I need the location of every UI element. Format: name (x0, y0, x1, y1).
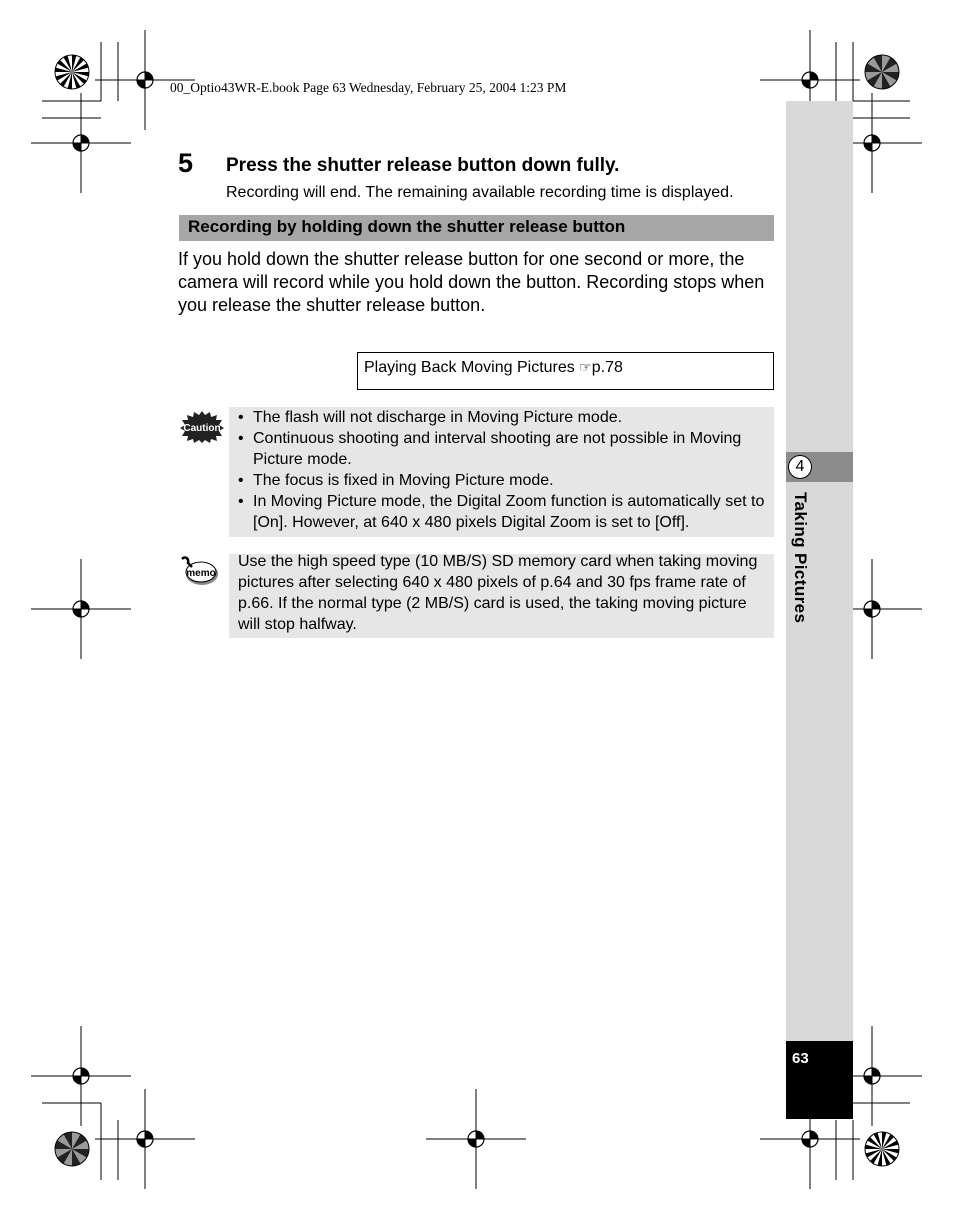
step-number: 5 (178, 148, 194, 178)
caution-item-text: In Moving Picture mode, the Digital Zoom function is automatically set to [On]. However, at 640 x 480 pixels Digital Zoom is set to [Off]. (253, 493, 765, 531)
reference-page: p.78 (591, 359, 623, 376)
step-title: Press the shutter release button down fully. (226, 155, 620, 176)
step-description: Recording will end. The remaining available recording time is displayed. (226, 184, 734, 201)
chapter-number: 4 (788, 455, 812, 479)
book-header-info: 00_Optio43WR-E.book Page 63 Wednesday, February 25, 2004 1:23 PM (170, 80, 567, 95)
memo-icon (180, 556, 220, 588)
caution-item: • In Moving Picture mode, the Digital Zoom function is automatically set to [On]. However, at 640 x 480 pixels Digital Zoom is set to [Off]. (238, 493, 765, 531)
page-number: 63 (792, 1050, 809, 1067)
memo-icon-label: memo (186, 568, 216, 579)
pointing-hand-icon: ☜ (579, 359, 592, 375)
reference-link[interactable] (364, 359, 623, 377)
chapter-title-text: Taking Pictures (791, 492, 810, 624)
caution-item: • The flash will not discharge in Moving Picture mode. (238, 409, 623, 426)
caution-icon-label: Caution (183, 423, 221, 434)
caution-item-text: Continuous shooting and interval shooting are not possible in Moving Picture mode. (253, 430, 742, 468)
memo-text: Use the high speed type (10 MB/S) SD memory card when taking moving pictures after selecting 640 x 480 pixels of p.64 and 30 fps frame rate of p.66. If the normal type (2 MB/S) card is used, the taking moving picture will stop halfway. (238, 553, 758, 633)
caution-icon (180, 411, 224, 443)
caution-item-text: The focus is fixed in Moving Picture mode. (253, 472, 554, 489)
reference-text: Playing Back Moving Pictures (364, 359, 580, 376)
section-heading: Recording by holding down the shutter release button (188, 217, 626, 236)
caution-item: • The focus is fixed in Moving Picture mode. (238, 472, 554, 489)
caution-item-text: The flash will not discharge in Moving Picture mode. (253, 409, 623, 426)
caution-item: • Continuous shooting and interval shooting are not possible in Moving Picture mode. (238, 430, 742, 468)
chapter-title (786, 492, 816, 637)
section-paragraph: If you hold down the shutter release button for one second or more, the camera will record while you hold down the button. Recording stops when you release the shutter release button. (178, 249, 765, 315)
caution-list (238, 407, 768, 533)
